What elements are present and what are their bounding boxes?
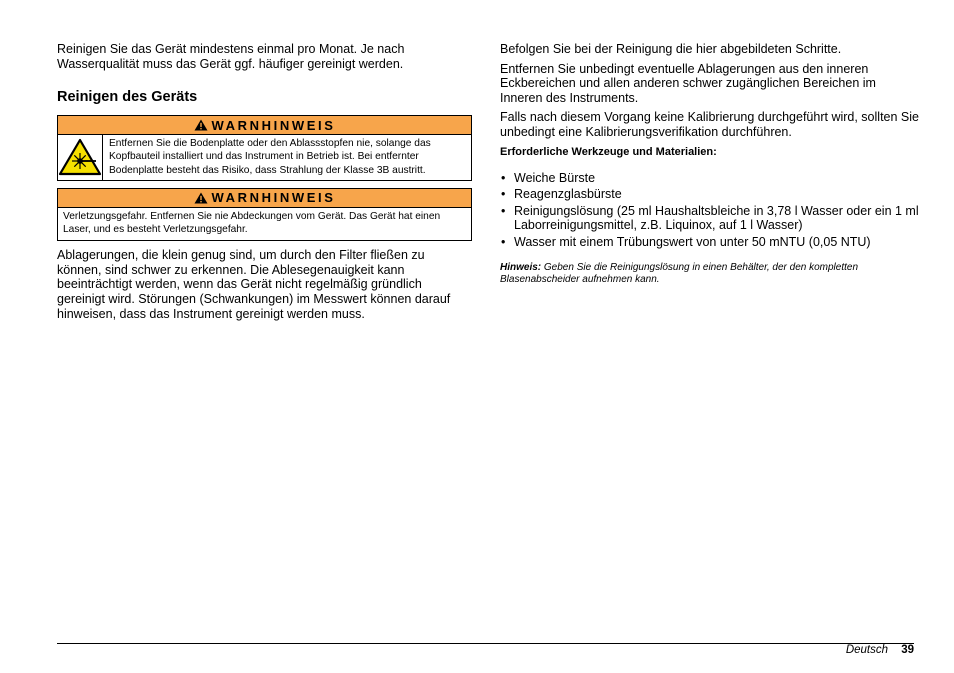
right-column xyxy=(500,42,920,287)
intro-paragraph: Reinigen Sie das Gerät mindestens einmal pro Monat. Je nach Wasserqualität muss das Gerät ggf. häufiger gereinigt werden. xyxy=(57,42,405,71)
left-column xyxy=(57,42,472,321)
deposits-paragraph: Ablagerungen, die klein genug sind, um durch den Filter fließen zu können, sind schwer zu erkennen. Die Ablesegenauigkeit kann beeinträchtigt werden, wenn das Gerät nicht regelmäßig gründlich gereinigt wird. Störungen (Schwankungen) im Messwert können darauf hinweisen, dass das Instrument gereinigt werden muss. xyxy=(57,248,451,321)
footer-divider xyxy=(57,643,914,644)
warning-header-label: WARNHINWEIS xyxy=(211,190,336,206)
warning-header xyxy=(58,116,471,135)
laser-warning-icon xyxy=(58,138,102,176)
bullet: • xyxy=(501,170,506,185)
warning-triangle-icon xyxy=(194,119,208,131)
footer-language: Deutsch xyxy=(845,644,888,656)
bullet: • xyxy=(501,203,506,218)
steps-paragraph: Befolgen Sie bei der Reinigung die hier abgebildeten Schritte. xyxy=(500,42,842,56)
bullet: • xyxy=(501,187,506,202)
laser-icon-cell xyxy=(58,135,103,180)
list-item: • Reagenzglasbürste xyxy=(501,187,622,202)
tools-list xyxy=(500,171,920,250)
note-label: Hinweis: xyxy=(500,261,542,273)
bullet: • xyxy=(501,234,506,249)
list-item: • Weiche Bürste xyxy=(501,170,596,185)
warning-triangle-icon xyxy=(194,192,208,204)
warning-box-injury xyxy=(57,188,472,241)
list-item: • Reinigungslösung (25 ml Haushaltsbleiche in 3,78 l Wasser oder ein 1 ml Laborreinigungsmittel, z.B. Liquinox, auf 1 l Wasser) xyxy=(501,203,919,233)
footer xyxy=(846,643,914,657)
tools-title: Erforderliche Werkzeuge und Materialien: xyxy=(500,145,717,158)
warning-text: Verletzungsgefahr. Entfernen Sie nie Abdeckungen vom Gerät. Das Gerät hat einen Laser, und es besteht Verletzungsgefahr. xyxy=(63,210,441,235)
calibration-paragraph: Falls nach diesem Vorgang keine Kalibrierung durchgeführt wird, sollten Sie unbedingt eine Kalibrierungsverifikation durchführen. xyxy=(500,110,919,139)
warning-text: Entfernen Sie die Bodenplatte oder den Ablassstopfen nie, solange das Kopfbauteil installiert und das Instrument in Betrieb ist. Bei entfernter Bodenplatte besteht das Risiko, dass Strahlung der Klasse 3B austritt. xyxy=(109,138,431,176)
page-number: 39 xyxy=(901,644,914,656)
note xyxy=(500,262,920,287)
deposits-removal-paragraph: Entfernen Sie unbedingt eventuelle Ablagerungen aus den inneren Eckbereichen und allen anderen schwer zugänglichen Bereichen im Inneren des Instruments. xyxy=(500,61,876,105)
warning-header-label: WARNHINWEIS xyxy=(211,117,336,133)
warning-box-laser xyxy=(57,115,472,181)
note-text: Geben Sie die Reinigungslösung in einen Behälter, der den kompletten Blasenabscheider aufnehmen kann. xyxy=(500,261,859,286)
list-item: • Wasser mit einem Trübungswert von unter 50 mNTU (0,05 NTU) xyxy=(501,234,871,249)
section-title: Reinigen des Geräts xyxy=(57,89,198,106)
warning-header xyxy=(58,189,471,208)
